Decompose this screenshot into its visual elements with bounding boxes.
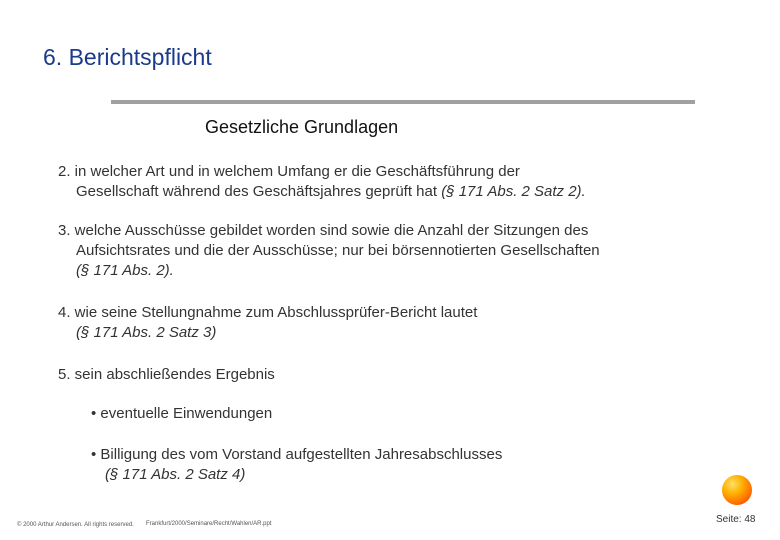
list-item-2 — [58, 162, 586, 202]
bullet-item-2 — [91, 445, 502, 485]
section-subheading: Gesetzliche Grundlagen — [205, 117, 399, 137]
list-item-2-citation: (§ 171 Abs. 2 Satz 2). — [441, 183, 586, 200]
orange-sphere-logo — [722, 475, 752, 505]
list-item-2-line2 — [58, 182, 586, 202]
list-item-4-citation: (§ 171 Abs. 2 Satz 3) — [76, 324, 217, 341]
bullet-item-1-text: • eventuelle Einwendungen — [91, 405, 273, 422]
list-item-4-line1: 4. wie seine Stellungnahme zum Abschlussprüfer-Bericht lautet — [58, 304, 478, 321]
list-item-3-line1: 3. welche Ausschüsse gebildet worden sind sowie die Anzahl der Sitzungen des — [58, 222, 589, 239]
list-item-4 — [58, 303, 477, 343]
footer-filepath: Frankfurt/2000/Seminare/Recht/Wahlen/AR.ppt — [146, 521, 272, 527]
list-item-5 — [58, 365, 275, 385]
footer-copyright: © 2000 Arthur Andersen. All rights reserved. — [17, 522, 134, 528]
list-item-3-citation: (§ 171 Abs. 2). — [76, 262, 174, 279]
bullet-item-1 — [91, 404, 272, 424]
bullet-item-2-citation: (§ 171 Abs. 2 Satz 4) — [105, 466, 246, 483]
list-item-2-line2-text: Gesellschaft während des Geschäftsjahres geprüft hat — [76, 183, 442, 200]
title-divider — [111, 100, 695, 104]
list-item-3-line2: Aufsichtsrates und die der Ausschüsse; nur bei börsennotierten Gesellschaften — [76, 242, 600, 259]
list-item-2-line1: 2. in welcher Art und in welchem Umfang er die Geschäftsführung der — [58, 163, 520, 180]
slide-title: 6. Berichtspflicht — [43, 44, 212, 70]
list-item-5-line1: 5. sein abschließendes Ergebnis — [58, 366, 275, 383]
bullet-item-2-text: • Billigung des vom Vorstand aufgestellten Jahresabschlusses — [91, 446, 503, 463]
list-item-3 — [58, 221, 600, 281]
page-number: Seite: 48 — [716, 514, 756, 525]
